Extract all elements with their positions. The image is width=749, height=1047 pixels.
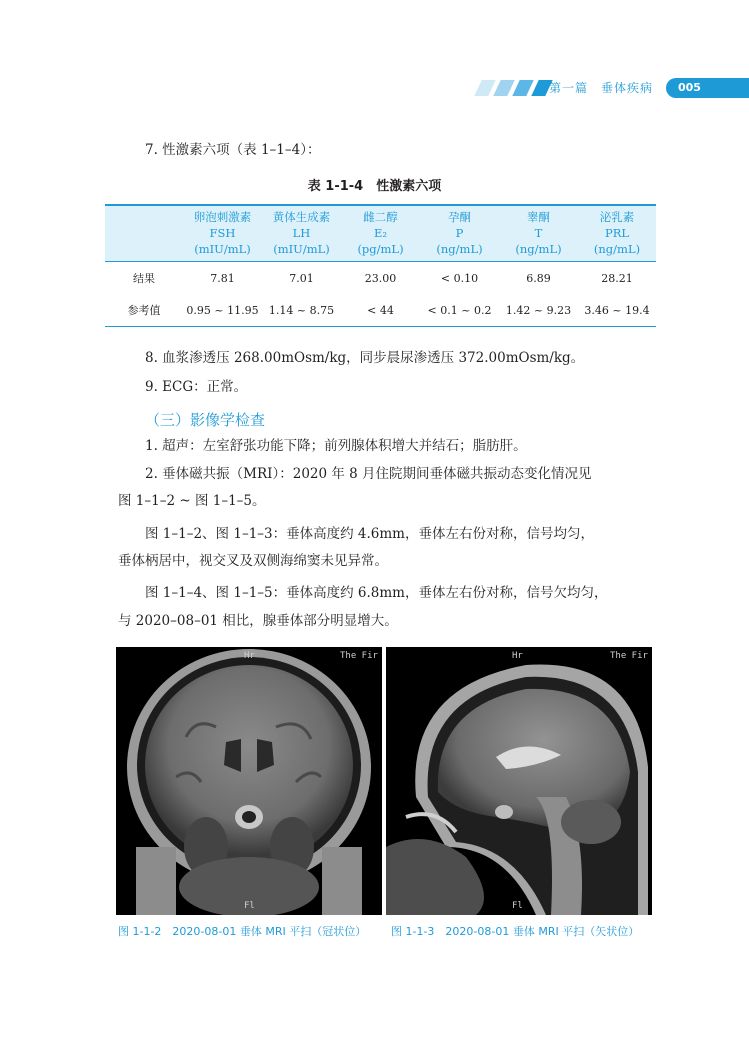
paragraph-fig23-line1: 图 1–1–2、图 1–1–3：垂体高度约 4.6mm，垂体左右份对称，信号均匀， bbox=[145, 526, 594, 542]
table-header-row bbox=[105, 205, 656, 262]
table-header-cell bbox=[420, 205, 499, 262]
paragraph-fig45-line2: 与 2020–08–01 相比，腺垂体部分明显增大。 bbox=[118, 613, 398, 629]
mri-sagittal-drawing bbox=[386, 647, 652, 915]
table-cell: 1.42 ~ 9.23 bbox=[499, 294, 578, 327]
chapter-title: 第一篇 垂体疾病 bbox=[549, 81, 654, 95]
mri-sagittal-image bbox=[386, 647, 652, 915]
table-header-empty bbox=[105, 205, 183, 262]
table-header-cell bbox=[183, 205, 262, 262]
table-cell: < 0.1 ~ 0.2 bbox=[420, 294, 499, 327]
column-unit: (ng/mL) bbox=[436, 242, 483, 256]
mri-label-corner: The Fir bbox=[610, 651, 648, 661]
mri-label-corner: The Fir bbox=[340, 651, 378, 661]
table-cell: 1.14 ~ 8.75 bbox=[262, 294, 341, 327]
figure-caption-right: 图 1-1-3 2020-08-01 垂体 MRI 平扫（矢状位） bbox=[391, 925, 640, 938]
table-cell: 23.00 bbox=[364, 271, 397, 285]
column-name: 泌乳素 bbox=[599, 210, 635, 224]
mri-label-top: Hr bbox=[512, 651, 523, 661]
section-heading: （三）影像学检查 bbox=[145, 411, 266, 429]
hormone-table bbox=[105, 204, 656, 327]
column-abbr: FSH bbox=[209, 226, 236, 240]
table-header-cell bbox=[499, 205, 578, 262]
table-cell: < 0.10 bbox=[440, 271, 479, 285]
row-label: 结果 bbox=[133, 272, 155, 285]
mri-label-top: Hr bbox=[244, 651, 255, 661]
row-label: 参考值 bbox=[105, 294, 183, 327]
table-header-cell bbox=[341, 205, 420, 262]
paragraph-fig45-line1: 图 1–1–4、图 1–1–5：垂体高度约 6.8mm，垂体左右份对称，信号欠均匀， bbox=[145, 585, 608, 601]
paragraph-item-9: 9. ECG：正常。 bbox=[145, 379, 248, 395]
column-abbr: E₂ bbox=[373, 226, 387, 240]
column-unit: (mIU/mL) bbox=[273, 242, 330, 256]
table-row bbox=[105, 294, 656, 327]
paragraph-mri-line2: 图 1–1–2 ~ 图 1–1–5。 bbox=[118, 493, 266, 509]
mri-label-bottom: Fl bbox=[244, 901, 255, 911]
paragraph-ultrasound: 1. 超声：左室舒张功能下降；前列腺体积增大并结石；脂肪肝。 bbox=[145, 438, 527, 454]
column-abbr: T bbox=[534, 226, 543, 240]
table-cell: < 44 bbox=[341, 294, 420, 327]
column-name: 黄体生成素 bbox=[272, 210, 331, 224]
column-unit: (ng/mL) bbox=[515, 242, 562, 256]
table-cell: 28.21 bbox=[601, 271, 633, 285]
mri-coronal-drawing bbox=[116, 647, 382, 915]
paragraph-fig23-line2: 垂体柄居中，视交叉及双侧海绵窦未见异常。 bbox=[118, 553, 388, 569]
column-abbr: LH bbox=[292, 226, 311, 240]
mri-label-bottom: Fl bbox=[512, 901, 523, 911]
paragraph-mri-line1: 2. 垂体磁共振（MRI）：2020 年 8 月住院期间垂体磁共振动态变化情况见 bbox=[145, 466, 592, 482]
column-abbr: PRL bbox=[604, 226, 630, 240]
table-cell: 6.89 bbox=[526, 271, 551, 285]
paragraph-item-7: 7. 性激素六项（表 1–1–4）： bbox=[145, 142, 321, 158]
column-name: 睾酮 bbox=[527, 210, 550, 224]
table-cell: 3.46 ~ 19.4 bbox=[578, 294, 656, 327]
column-name: 卵泡刺激素 bbox=[193, 210, 252, 224]
figure-caption-left: 图 1-1-2 2020-08-01 垂体 MRI 平扫（冠状位） bbox=[118, 925, 367, 938]
table-cell: 7.81 bbox=[210, 271, 235, 285]
column-unit: (ng/mL) bbox=[593, 242, 641, 256]
table-cell: 7.01 bbox=[289, 271, 314, 285]
table-cell: 0.95 ~ 11.95 bbox=[183, 294, 262, 327]
column-unit: (mIU/mL) bbox=[194, 242, 251, 256]
table-header-cell bbox=[262, 205, 341, 262]
paragraph-item-8: 8. 血浆渗透压 268.00mOsm/kg，同步晨尿渗透压 372.00mOsm/kg。 bbox=[145, 350, 585, 366]
mri-coronal-image bbox=[116, 647, 382, 915]
column-name: 孕酮 bbox=[448, 210, 471, 224]
table-header-cell bbox=[578, 205, 656, 262]
column-name: 雌二醇 bbox=[363, 210, 398, 224]
column-abbr: P bbox=[455, 226, 464, 240]
page-number: 005 bbox=[666, 78, 749, 98]
table-row bbox=[105, 262, 656, 295]
table-caption: 表 1-1-4 性激素六项 bbox=[307, 179, 442, 194]
column-unit: (pg/mL) bbox=[357, 242, 404, 256]
